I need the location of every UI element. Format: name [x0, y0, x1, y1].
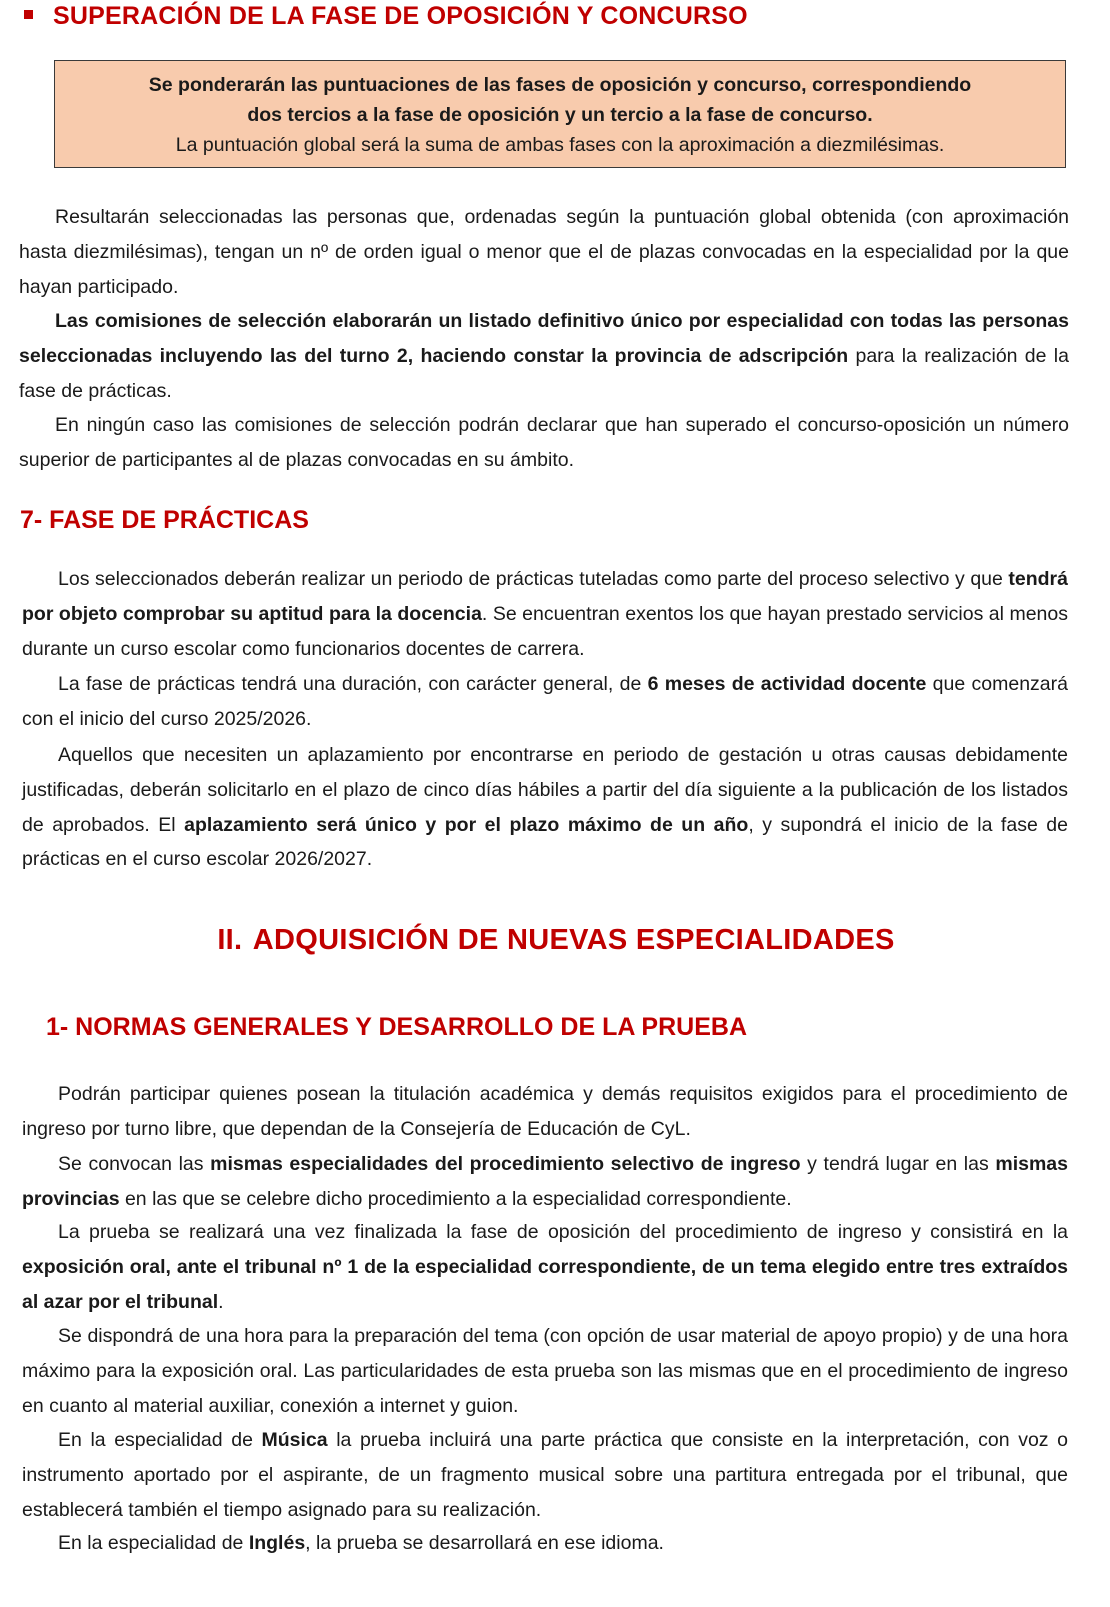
highlight-box [54, 60, 1066, 168]
paragraph [19, 408, 1069, 478]
paragraph [22, 1077, 1068, 1147]
paragraph [22, 1147, 1068, 1217]
paragraph-bold-text: mismas provincias [22, 1153, 1068, 1210]
paragraph-text: la prueba incluirá una parte práctica que consiste en la interpretación, con voz o instrumento aportado por el aspirante, de un fragmento musical sobre una partitura entregada por el tribunal, que establecerá también el tiempo asignado para su realización. [22, 1429, 1068, 1521]
paragraph-text: La prueba se realizará una vez finalizada la fase de oposición del procedimiento de ingreso y consistirá en la [58, 1221, 1068, 1243]
chapter-heading [0, 924, 1110, 957]
paragraph [22, 562, 1068, 666]
square-bullet-icon [24, 10, 33, 19]
paragraph [22, 1319, 1068, 1423]
subsection-heading: 1- NORMAS GENERALES Y DESARROLLO DE LA PRUEBA [46, 1013, 748, 1041]
paragraph [22, 738, 1068, 877]
chapter-numeral: II. [217, 924, 243, 956]
chapter-title: ADQUISICIÓN DE NUEVAS ESPECIALIDADES [252, 924, 895, 956]
paragraph-text: Aquellos que necesiten un aplazamiento por encontrarse en periodo de gestación u otras causas debidamente justificadas, deberán solicitarlo en el plazo de cinco días hábiles a partir del día siguiente a la publicación de los listados de aprobados. El [22, 744, 1068, 836]
paragraph-text: que comenzará con el inicio del curso 2025/2026. [22, 673, 1068, 730]
paragraph-text: . Se encuentran exentos los que hayan prestado servicios al menos durante un curso escolar como funcionarios docentes de carrera. [22, 602, 1069, 660]
paragraph-bold-text: aplazamiento será único y por el plazo máximo de un año [184, 813, 749, 836]
paragraph-text: , y supondrá el inicio de la fase de prácticas en el curso escolar 2026/2027. [22, 813, 1068, 871]
paragraph-text: para la realización de la fase de prácticas. [19, 344, 1069, 402]
paragraph-text: Podrán participar quienes posean la titulación académica y demás requisitos exigidos para el procedimiento de ingreso por turno libre, que dependan de la Consejería de Educación de CyL. [22, 1083, 1068, 1140]
paragraph-text: Se dispondrá de una hora para la preparación del tema (con opción de usar material de apoyo propio) y de una hora máximo para la exposición oral. Las particularidades de esta prueba son las mismas que en el procedimiento de ingreso en cuanto al material auxiliar, conexión a internet y guion. [22, 1325, 1068, 1417]
paragraph-text: Resultarán seleccionadas las personas que, ordenadas según la puntuación global obtenida (con aproximación hasta diezmilésimas), tengan un nº de orden igual o menor que el de plazas convocadas en la especialidad por la que hayan participado. [19, 206, 1069, 298]
paragraph-text: en las que se celebre dicho procedimiento a la especialidad correspondiente. [119, 1187, 792, 1210]
paragraph-bold-text: Inglés [248, 1532, 306, 1554]
highlight-line-1: Se ponderarán las puntuaciones de las fases de oposición y concurso, correspondiendo [148, 74, 972, 96]
paragraph [22, 1215, 1068, 1319]
paragraph [19, 304, 1069, 408]
paragraph [22, 667, 1068, 737]
paragraph-bold-text: 6 meses de actividad docente [647, 673, 927, 695]
paragraph-bold-text: mismas especialidades del procedimiento selectivo de ingreso [210, 1153, 801, 1175]
paragraph-text: En ningún caso las comisiones de selección podrán declarar que han superado el concurso-oposición un número superior de participantes al de plazas convocadas en su ámbito. [19, 414, 1069, 471]
section-heading [24, 2, 748, 31]
highlight-line-3: La puntuación global será la suma de ambas fases con la aproximación a diezmilésimas. [175, 134, 945, 156]
paragraph-text: Los seleccionados deberán realizar un periodo de prácticas tuteladas como parte del proceso selectivo y que [58, 568, 1009, 590]
paragraph-text: En la especialidad de [58, 1429, 262, 1451]
paragraph-text: . [218, 1290, 224, 1313]
paragraph-bold-text: Las comisiones de selección elaborarán un listado definitivo único por especialidad con todas las personas seleccionadas incluyendo las del turno 2, haciendo constar la provincia de adscripción [19, 310, 1069, 367]
paragraph-text: La fase de prácticas tendrá una duración, con carácter general, de [58, 673, 648, 695]
paragraph [19, 200, 1069, 304]
paragraph [22, 1526, 1068, 1561]
highlight-line-2: dos tercios a la fase de oposición y un tercio a la fase de concurso. [247, 104, 873, 126]
paragraph-bold-text: Música [261, 1429, 328, 1451]
paragraph [22, 1423, 1068, 1527]
paragraph-text: Se convocan las [58, 1153, 211, 1175]
paragraph-bold-text: exposición oral, ante el tribunal nº 1 de la especialidad correspondiente, de un tema elegido entre tres extraídos al azar por el tribunal [22, 1255, 1068, 1313]
paragraph-text: y tendrá lugar en las [800, 1153, 996, 1175]
section-title: SUPERACIÓN DE LA FASE DE OPOSICIÓN Y CONCURSO [53, 2, 748, 30]
section-7-heading: 7- FASE DE PRÁCTICAS [20, 506, 309, 534]
paragraph-bold-text: tendrá por objeto comprobar su aptitud para la docencia [22, 568, 1068, 625]
paragraph-text: En la especialidad de [58, 1532, 249, 1554]
paragraph-text: , la prueba se desarrollará en ese idioma. [305, 1532, 664, 1554]
